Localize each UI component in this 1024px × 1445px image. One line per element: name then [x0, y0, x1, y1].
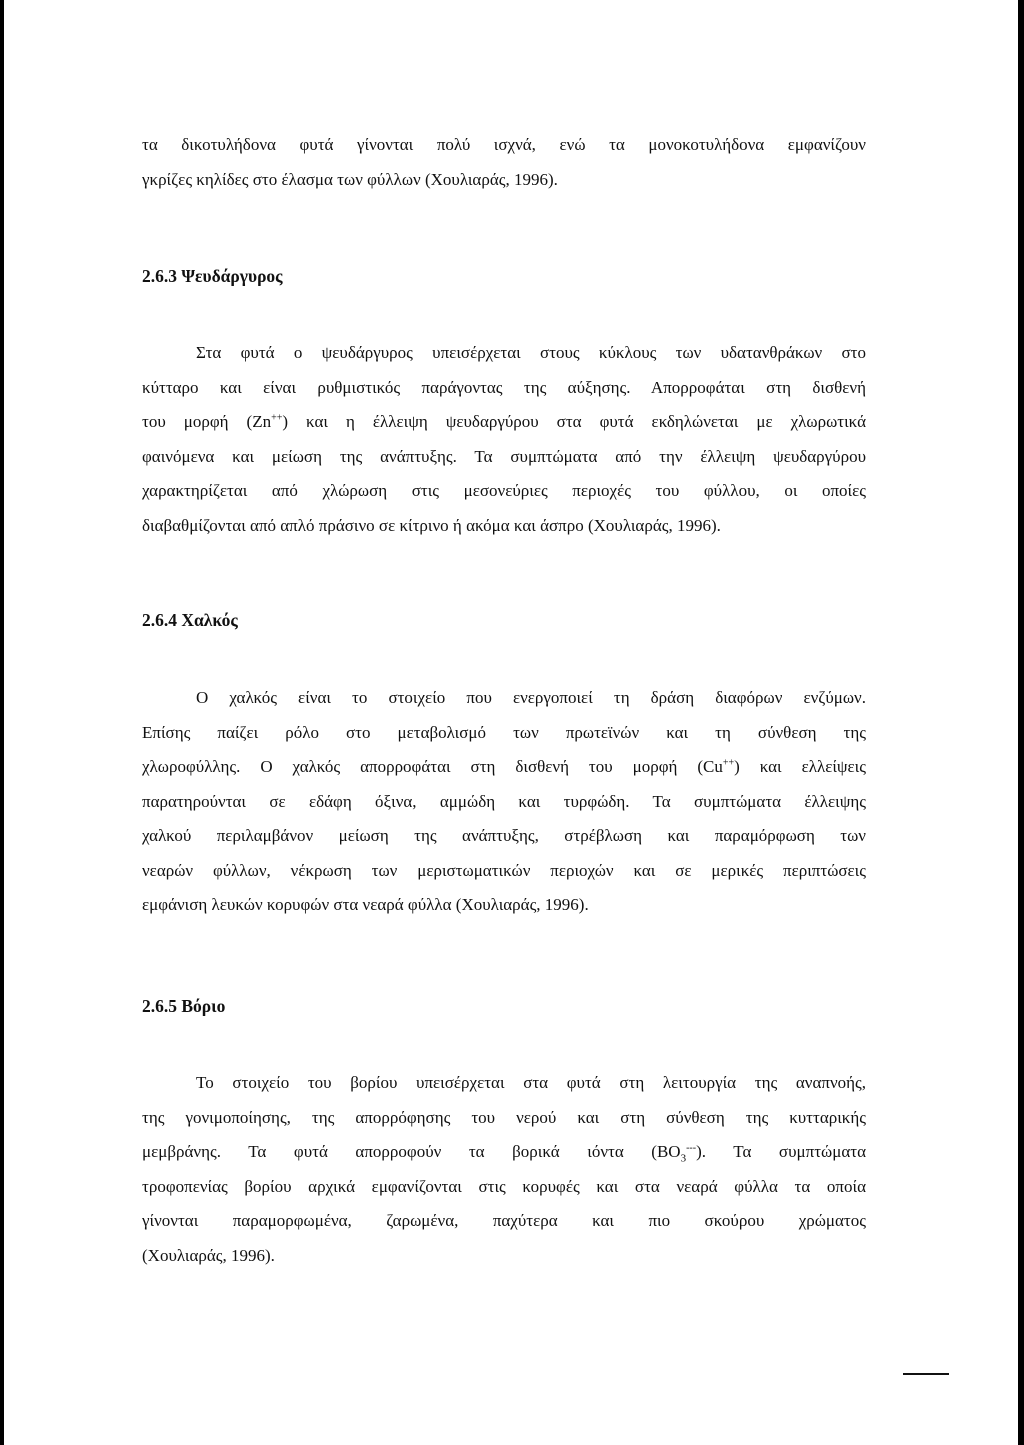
- zinc-line-1: Στα φυτά ο ψευδάργυρος υπεισέρχεται στους κύκλους των υδατανθράκων στο: [196, 343, 866, 362]
- footer-rule: [903, 1373, 949, 1375]
- borate-ion-charge: ---: [686, 1142, 697, 1154]
- copper-ion-charge: ++: [722, 757, 735, 769]
- section-heading-copper: 2.6.4 Χαλκός: [142, 610, 238, 630]
- section-heading-boron: 2.6.5 Βόριο: [142, 996, 226, 1016]
- zinc-line-6: διαβαθμίζονται από απλό πράσινο σε κίτρινο ή ακόμα και άσπρο (Χουλιαράς, 1996).: [142, 515, 721, 535]
- zinc-line-2: κύτταρο και είναι ρυθμιστικός παράγοντας της αύξησης. Απορροφάται στη δισθενή: [142, 377, 866, 397]
- copper-line-3: [142, 750, 866, 785]
- boron-line-3: [142, 1135, 866, 1170]
- intro-paragraph: [142, 128, 866, 197]
- boron-line-4: τροφοπενίας βορίου αρχικά εμφανίζονται στις κορυφές και στα νεαρά φύλλα τα οποία: [142, 1176, 866, 1196]
- zinc-paragraph: [142, 336, 866, 543]
- copper-line-3-a: χλωροφύλλης. Ο χαλκός απορροφάται στη δισθενή του μορφή (Cu: [142, 757, 723, 776]
- boron-line-6: (Χουλιαράς, 1996).: [142, 1245, 275, 1265]
- copper-line-1: Ο χαλκός είναι το στοιχείο που ενεργοποιεί τη δράση διαφόρων ενζύμων.: [196, 688, 866, 707]
- boron-line-3-b: ). Τα συμπτώματα: [696, 1142, 866, 1161]
- copper-paragraph: [142, 681, 866, 923]
- copper-line-6: νεαρών φύλλων, νέκρωση των μεριστωματικών περιοχών και σε μερικές περιπτώσεις: [142, 860, 866, 880]
- copper-line-2: Επίσης παίζει ρόλο στο μεταβολισμό των πρωτεϊνών και τη σύνθεση της: [142, 722, 866, 742]
- zinc-line-5: χαρακτηρίζεται από χλώρωση στις μεσονεύριες περιοχές του φύλλου, οι οποίες: [142, 481, 866, 500]
- scan-border-right: [1018, 0, 1024, 1445]
- zinc-line-3-b: ) και η έλλειψη ψευδαργύρου στα φυτά εκδηλώνεται με χλωρωτικά: [282, 412, 867, 431]
- boron-line-5: γίνονται παραμορφωμένα, ζαρωμένα, παχύτερα και πιο σκούρου χρώματος: [142, 1211, 866, 1230]
- copper-line-4: παρατηρούνται σε εδάφη όξινα, αμμώδη και τυρφώδη. Τα συμπτώματα έλλειψης: [142, 791, 866, 811]
- zinc-ion-charge: ++: [271, 412, 283, 424]
- copper-line-5: χαλκού περιλαμβάνον μείωση της ανάπτυξης, στρέβλωση και παραμόρφωση των: [142, 826, 866, 845]
- scan-border-left: [0, 0, 4, 1445]
- copper-line-3-b: ) και ελλείψεις: [734, 757, 866, 776]
- boron-line-2: της γονιμοποίησης, της απορρόφησης του νερού και στη σύνθεση της κυτταρικής: [142, 1107, 866, 1127]
- zinc-line-4: φαινόμενα και μείωση της ανάπτυξης. Τα συμπτώματα από την έλλειψη ψευδαργύρου: [142, 446, 866, 466]
- copper-line-7: εμφάνιση λευκών κορυφών στα νεαρά φύλλα (Χουλιαράς, 1996).: [142, 895, 589, 914]
- intro-line-2: γκρίζες κηλίδες στο έλασμα των φύλλων (Χουλιαράς, 1996).: [142, 169, 558, 189]
- intro-line-1: τα δικοτυλήδονα φυτά γίνονται πολύ ισχνά, ενώ τα μονοκοτυλήδονα εμφανίζουν: [142, 135, 866, 154]
- boron-line-3-a: μεμβράνης. Τα φυτά απορροφούν τα βορικά ιόντα (BO: [142, 1142, 681, 1161]
- boron-line-1: Το στοιχείο του βορίου υπεισέρχεται στα φυτά στη λειτουργία της αναπνοής,: [196, 1073, 866, 1092]
- borate-subscript: 3: [680, 1152, 687, 1165]
- zinc-line-3-a: του μορφή (Zn: [142, 412, 272, 431]
- section-heading-zinc: 2.6.3 Ψευδάργυρος: [142, 266, 283, 286]
- boron-paragraph: [142, 1066, 866, 1273]
- zinc-line-3: [142, 405, 866, 440]
